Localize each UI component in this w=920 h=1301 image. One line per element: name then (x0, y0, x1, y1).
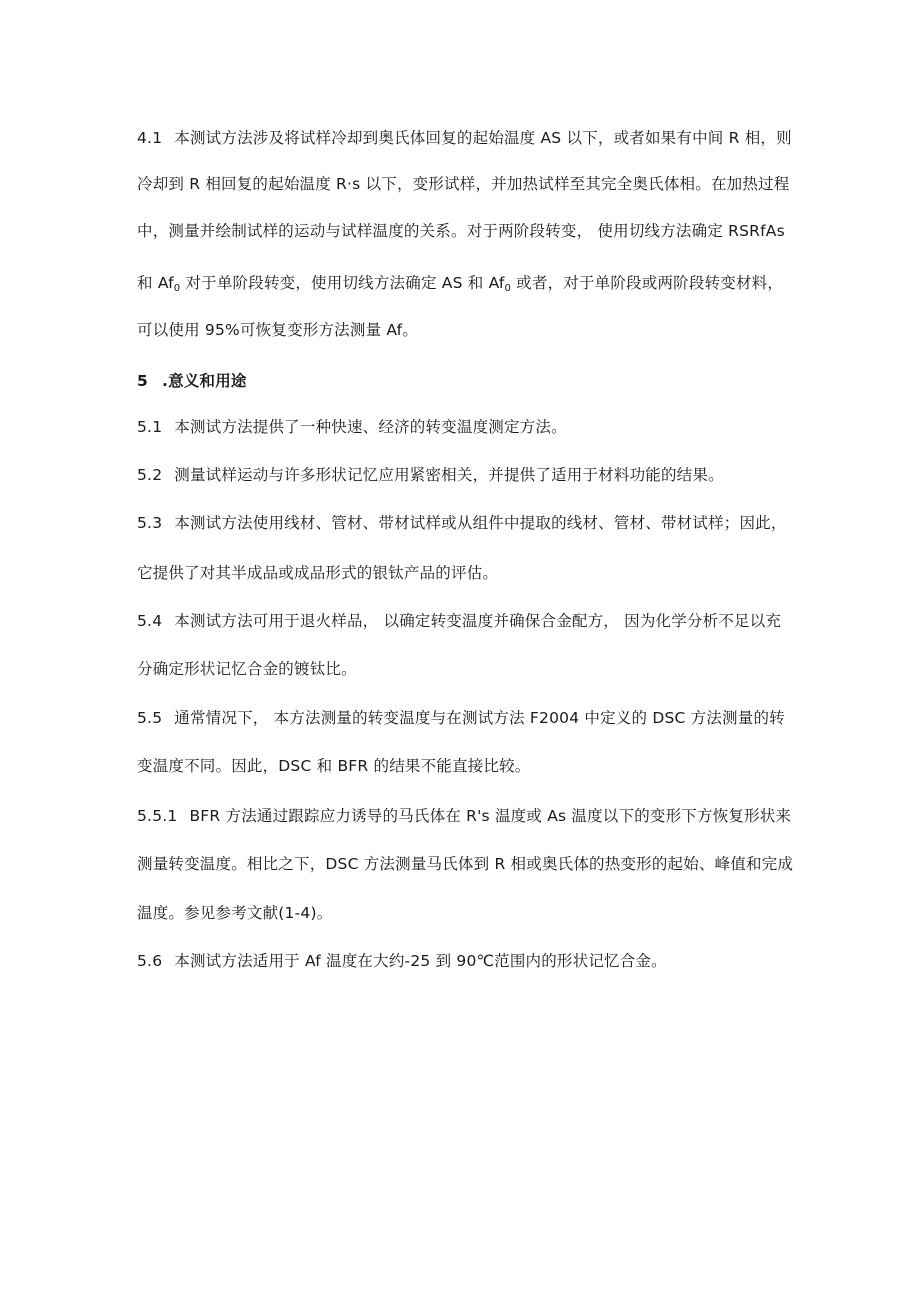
paragraph-text: 可以使用 95%可恢复变形方法测量 Af。 (137, 321, 419, 339)
paragraph-text: 它提供了对其半成品或成品形式的银钛产品的评估。 (137, 564, 499, 582)
paragraph-4-1-line-3 (137, 220, 785, 242)
section-number: 5.5.1 (137, 807, 178, 825)
paragraph-text: 本测试方法可用于退火样品， 以确定转变温度并确保合金配方， 因为化学分析不足以充 (174, 612, 782, 630)
section-number: 5.4 (137, 612, 163, 630)
section-number: 5.5 (137, 709, 163, 727)
section-number: 5 (137, 372, 148, 390)
paragraph-5-5-line-1 (137, 707, 785, 729)
paragraph-text: 本测试方法提供了一种快速、经济的转变温度测定方法。 (174, 418, 567, 436)
paragraph-5-6-line-1 (137, 950, 667, 972)
section-number: 5.1 (137, 418, 163, 436)
paragraph-5-5-1-line-3 (137, 902, 332, 924)
paragraph-text: 冷却到 R 相回复的起始温度 R·s 以下，变形试样，并加热试样至其完全奥氏体相。在加热过程 (137, 175, 790, 193)
paragraph-5-5-1-line-2 (137, 853, 793, 875)
section-title: .意义和用途 (162, 372, 247, 390)
subscript: 0 (173, 283, 181, 294)
paragraph-text: 本测试方法涉及将试样冷却到奥氏体回复的起始温度 AS 以下，或者如果有中间 R 相，则 (174, 129, 792, 147)
section-number: 5.6 (137, 952, 163, 970)
paragraph-text: 测量转变温度。相比之下，DSC 方法测量马氏体到 R 相或奥氏体的热变形的起始、峰值和完成 (137, 855, 794, 873)
subscript: 0 (504, 283, 512, 294)
paragraph-text: 本测试方法使用线材、管材、带材试样或从组件中提取的线材、管材、带材试样；因此， (174, 514, 787, 532)
paragraph-text: 测量试样运动与许多形状记忆应用紧密相关，并提供了适用于材料功能的结果。 (174, 466, 724, 484)
paragraph-5-4-line-2 (137, 658, 357, 680)
paragraph-4-1-line-1 (137, 127, 792, 149)
paragraph-4-1-line-4 (137, 272, 783, 294)
section-number: 4.1 (137, 129, 163, 147)
paragraph-4-1-line-2 (137, 173, 789, 195)
paragraph-text: 分确定形状记忆合金的镀钛比。 (137, 660, 357, 678)
paragraph-text: 对于单阶段转变，使用切线方法确定 AS 和 Af (180, 274, 505, 292)
paragraph-5-2-line-1 (137, 464, 724, 486)
paragraph-text: 温度。参见参考文献(1-4)。 (137, 904, 333, 922)
section-5-heading (137, 370, 247, 392)
paragraph-text: 和 Af (137, 274, 174, 292)
paragraph-5-1-line-1 (137, 416, 567, 438)
paragraph-5-3-line-2 (137, 562, 498, 584)
paragraph-text: 或者，对于单阶段或两阶段转变材料， (511, 274, 784, 292)
paragraph-text: 通常情况下， 本方法测量的转变温度与在测试方法 F2004 中定义的 DSC 方法测量的转 (174, 709, 785, 727)
paragraph-text: BFR 方法通过跟踪应力诱导的马氏体在 R's 温度或 As 温度以下的变形下方恢复形状来 (189, 807, 792, 825)
paragraph-5-4-line-1 (137, 610, 781, 632)
paragraph-4-1-line-5 (137, 319, 418, 341)
paragraph-text: 变温度不同。因此，DSC 和 BFR 的结果不能直接比较。 (137, 757, 531, 775)
paragraph-text: 本测试方法适用于 Af 温度在大约-25 到 90℃范围内的形状记忆合金。 (174, 952, 667, 970)
paragraph-text: 中，测量并绘制试样的运动与试样温度的关系。对于两阶段转变， 使用切线方法确定 RSRfAs (137, 222, 785, 240)
section-number: 5.3 (137, 514, 163, 532)
section-number: 5.2 (137, 466, 163, 484)
paragraph-5-5-line-2 (137, 755, 531, 777)
paragraph-5-3-line-1 (137, 512, 787, 534)
paragraph-5-5-1-line-1 (137, 805, 791, 827)
